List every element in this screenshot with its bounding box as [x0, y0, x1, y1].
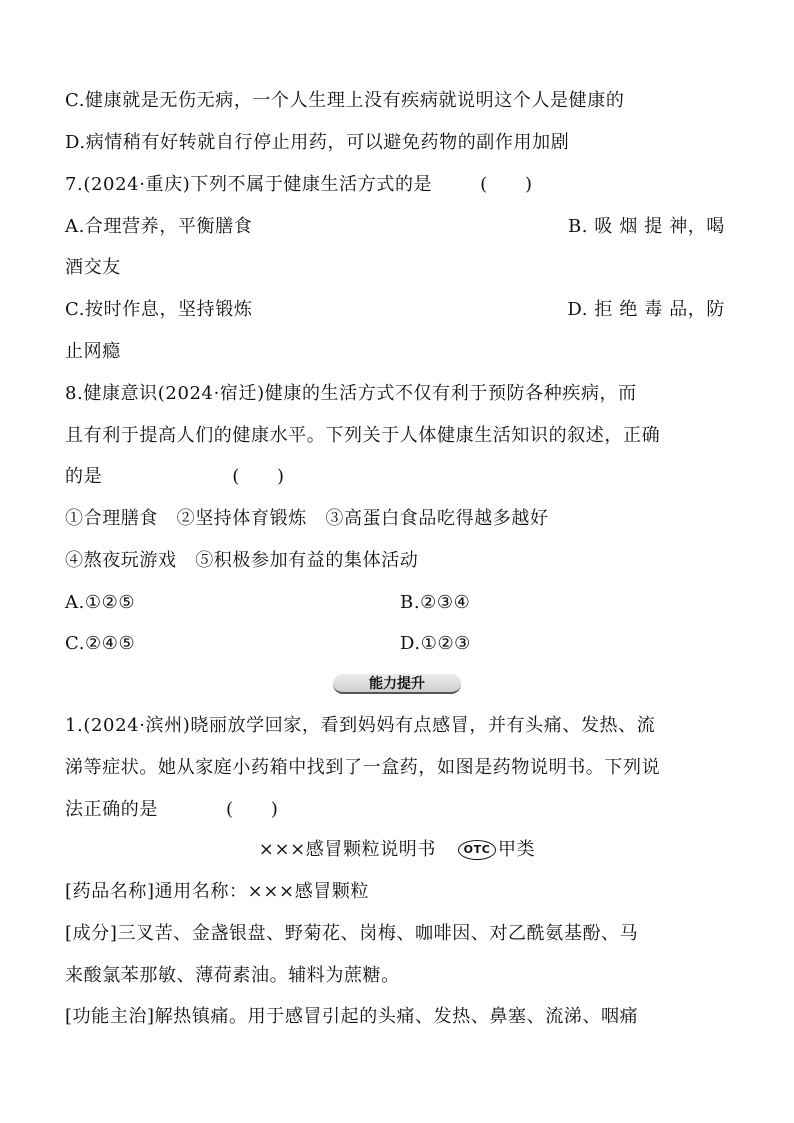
leaflet-title: ×××感冒颗粒说明书 — [258, 839, 437, 860]
a1-stem-text: 法正确的是 — [65, 799, 158, 820]
q7-option-a: A.合理营养，平衡膳食 — [65, 216, 253, 237]
a1-stem-line3 — [65, 795, 727, 825]
q7-option-d-cont: 止网瘾 — [65, 341, 121, 362]
q8-option-c: C.②④⑤ — [65, 633, 136, 654]
q8-answer-paren: ( ) — [232, 466, 285, 487]
section-heading-ability — [333, 674, 461, 698]
q7-option-d: D. 拒 绝 毒 品，防 — [567, 299, 725, 320]
q8-stem-line2: 且有利于提高人们的健康水平。下列关于人体健康生活知识的叙述，正确 — [65, 425, 661, 446]
leaflet-ingredients-line2: 来酸氯苯那敏、薄荷素油。辅料为蔗糖。 — [65, 965, 400, 986]
q7-option-b: B. 吸 烟 提 神，喝 — [567, 216, 725, 237]
section-heading-label: 能力提升 — [369, 676, 425, 692]
a1-stem-line2: 涕等症状。她从家庭小药箱中找到了一盒药，如图是药物说明书。下列说 — [65, 757, 661, 778]
q7-stem-text: 7.(2024·重庆)下列不属于健康生活方式的是 — [65, 174, 433, 195]
q6-option-d: D.病情稍有好转就自行停止用药，可以避免药物的副作用加剧 — [65, 132, 570, 153]
q8-stem-line3 — [65, 462, 727, 492]
leaflet-ingredients-line1: [成分]三叉苦、金盏银盘、野菊花、岗梅、咖啡因、对乙酰氨基酚、马 — [65, 923, 639, 944]
q8-option-b: B.②③④ — [400, 592, 471, 613]
q7-stem — [65, 170, 727, 200]
q8-option-d: D.①②③ — [400, 633, 471, 654]
leaflet-drug-name: [药品名称]通用名称：×××感冒颗粒 — [65, 881, 370, 902]
q8-options-cd — [65, 629, 727, 659]
q6-option-c: C.健康就是无伤无病，一个人生理上没有疾病就说明这个人是健康的 — [65, 90, 625, 111]
q7-option-b-cont: 酒交友 — [65, 257, 121, 278]
q7-options-ab — [65, 212, 727, 242]
q8-option-a: A.①②⑤ — [65, 592, 136, 613]
leaflet-function: [功能主治]解热镇痛。用于感冒引起的头痛、发热、鼻塞、流涕、咽痛 — [65, 1006, 639, 1027]
a1-answer-paren: ( ) — [226, 799, 279, 820]
leaflet-title-line — [0, 835, 794, 865]
a1-stem-line1: 1.(2024·滨州)晓丽放学回家，看到妈妈有点感冒，并有头痛、发热、流 — [65, 715, 656, 736]
q7-option-c: C.按时作息，坚持锻炼 — [65, 299, 253, 320]
q7-options-cd — [65, 295, 727, 325]
q8-items-line1: ①合理膳食 ②坚持体育锻炼 ③高蛋白食品吃得越多越好 — [65, 508, 549, 529]
q8-stem-text: 的是 — [65, 466, 103, 487]
q8-stem-line1: 8.健康意识(2024·宿迁)健康的生活方式不仅有利于预防各种疾病，而 — [65, 383, 637, 404]
otc-badge: OTC — [458, 840, 496, 860]
otc-class: 甲类 — [498, 839, 536, 860]
q8-options-ab — [65, 588, 727, 618]
q7-answer-paren: ( ) — [480, 174, 533, 195]
q8-items-line2: ④熬夜玩游戏 ⑤积极参加有益的集体活动 — [65, 550, 419, 571]
